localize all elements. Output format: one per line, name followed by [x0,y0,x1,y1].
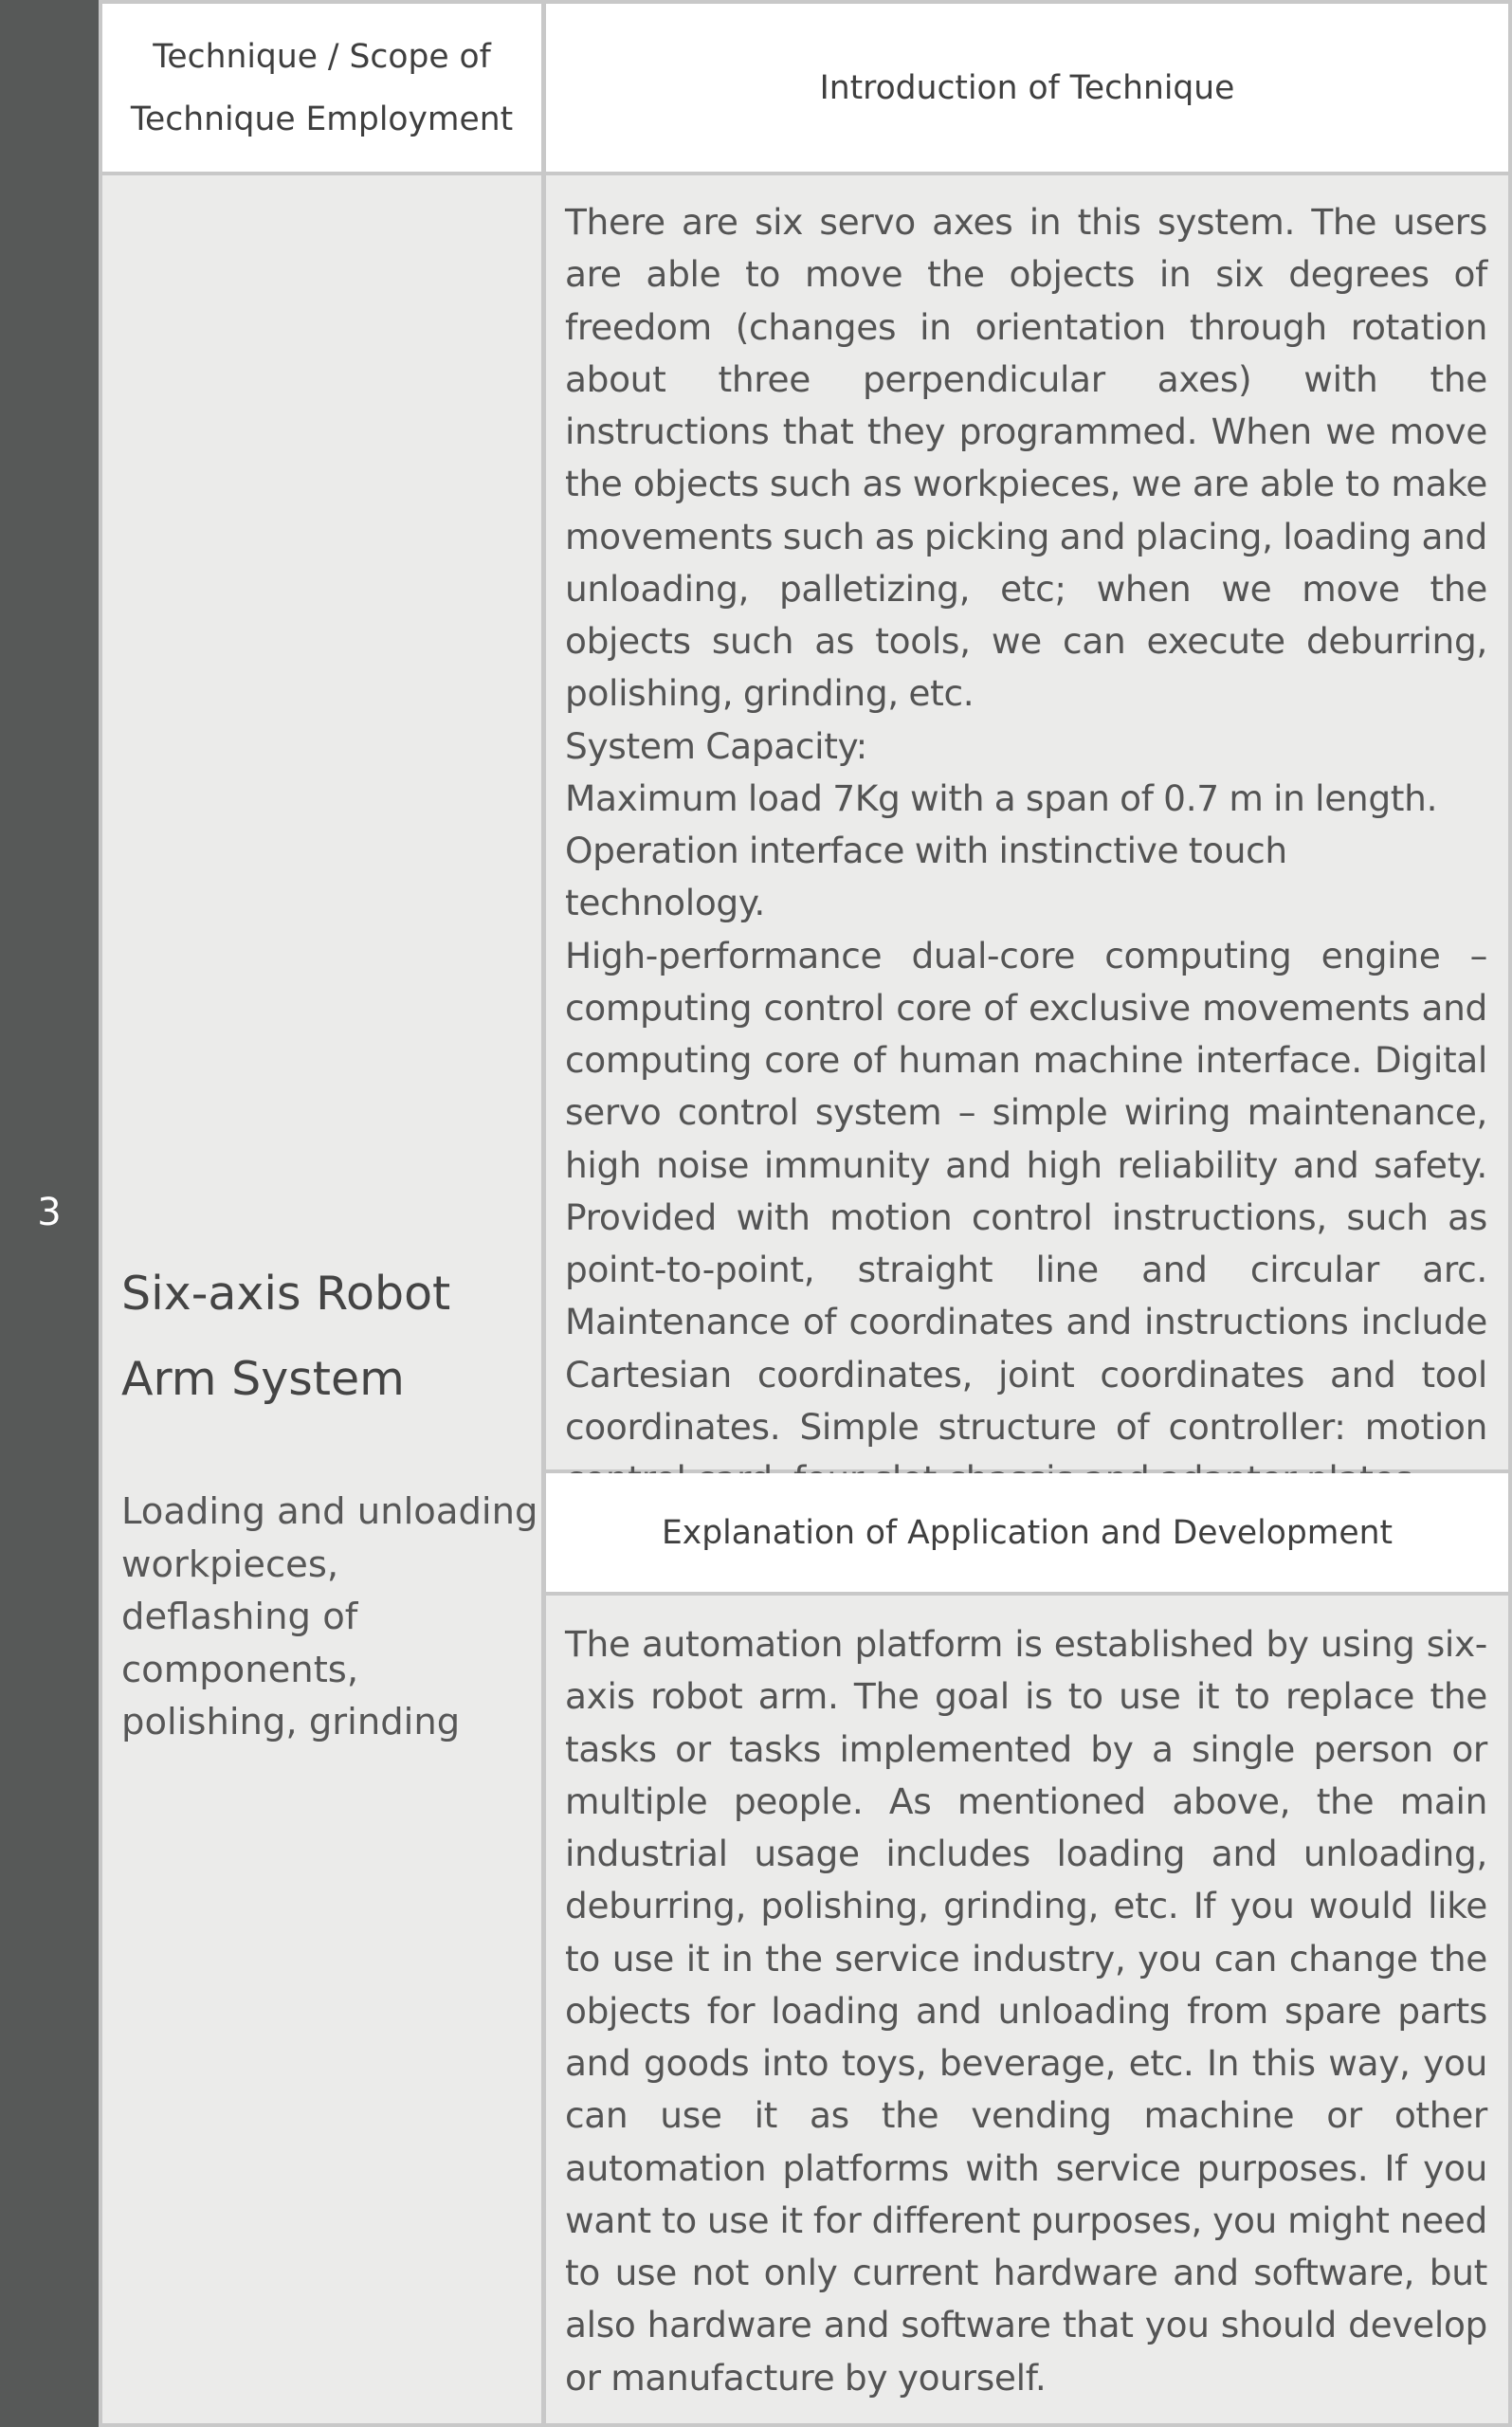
technique-scope: Loading and unloading workpieces, deflashing of components, polishing, grinding [121,1490,538,1743]
application-heading-cell [546,1473,1508,1592]
introduction-overview: There are six servo axes in this system. The users are able to move the objects in six degrees of freedom (changes in orientation through rotation about three perpendicular axes) with the instructions that they programmed. When we move the objects such as workpieces, we are able to make movements such as picking and placing, loading and unloading, palletizing, etc; when we move the objects such as tools, we can execute deburring, polishing, grinding, etc. [565,201,1488,715]
technique-title: Six-axis Robot Arm System [121,1267,451,1406]
application-cell [546,1596,1508,2423]
technique-cell [102,175,541,2423]
capacity-label: System Capacity: [565,724,867,767]
row-number-column [0,0,99,2427]
capacity-details: High-performance dual-core computing engine – computing control core of exclusive movements and computing core of human machine interface. Digital servo control system – simple wiring maintenance, high noise immunity and high reliability and safety. Provided with motion control instructions, such as point-to-point, straight line and circular arc. Maintenance of coordinates and instructions include Cartesian coordinates, joint coordinates and tool coordinates. Simple structure of controller: motion [565,934,1487,1448]
row-number: 3 [37,1190,62,1234]
header-intro-cell [546,4,1508,172]
header-intro-label: Introduction of Technique [819,68,1235,107]
capacity-interface: Operation interface with instinctive touch technology. [565,830,1287,924]
introduction-cell [546,175,1508,1469]
header-scope-cell [102,4,541,172]
application-text: The automation platform is established by using six-axis robot arm. The goal is to use it to replace the tasks or tasks implemented by a single person or multiple people. As mentioned above, the main industrial usage includes loading and unloading, deburring, polishing, grinding, etc. If you would like to use it in the service industry, you can change the objects for loading and unloading from spare parts and goods into toys, beverage, etc. In this way, you can use it as the vending machine or other automation platforms with service purposes. If you want to use it for different purposes, you might need to use not only current hardware and software, but also hardware and software that you should develop or manufacture by yourself. [565,1623,1487,2399]
application-heading: Explanation of Application and Development [662,1513,1393,1552]
header-scope-label: Technique / Scope of Technique Employment [130,37,514,138]
capacity-load: Maximum load 7Kg with a span of 0.7 m in length. [565,776,1438,819]
